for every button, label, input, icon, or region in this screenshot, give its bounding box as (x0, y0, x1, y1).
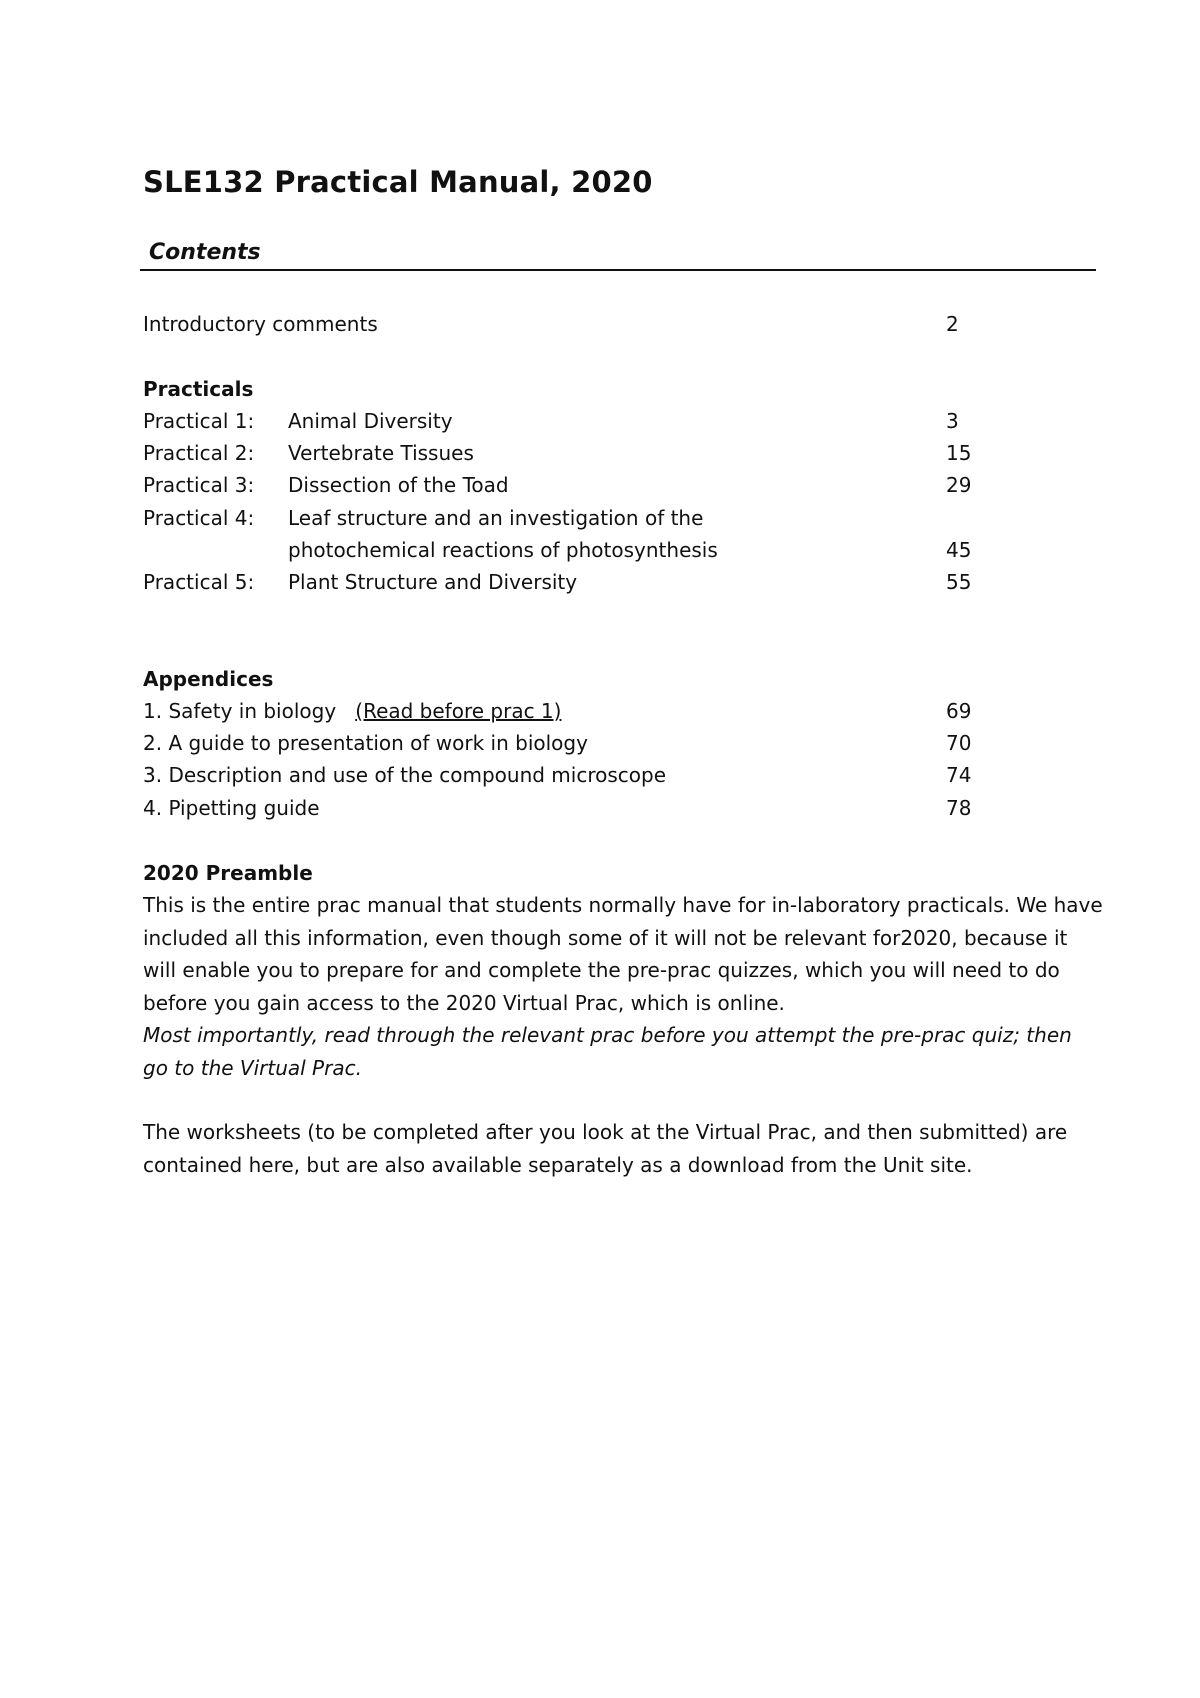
toc-entry-number: Practical 1: (143, 409, 255, 433)
worksheets-paragraph: The worksheets (to be completed after you look at the Virtual Prac, and then submitted) are contained here, but are also available separately as a download from the Unit site. (143, 1120, 1068, 1177)
toc-entry-page: 2 (946, 312, 959, 336)
toc-entry-title: Vertebrate Tissues (288, 441, 474, 465)
toc-entry-number: Practical 4: (143, 506, 255, 530)
appendices-heading: Appendices (143, 667, 274, 691)
toc-entry-page: 45 (946, 538, 972, 562)
toc-entry-title: Leaf structure and an investigation of the (288, 506, 704, 530)
toc-entry-title: Dissection of the Toad (288, 473, 509, 497)
toc-entry-label: Introductory comments (143, 312, 378, 336)
toc-entry-title: 2. A guide to presentation of work in biology (143, 731, 588, 755)
toc-entry-page: 70 (946, 731, 972, 755)
toc-entry-title: 4. Pipetting guide (143, 796, 320, 820)
toc-entry-title: 3. Description and use of the compound microscope (143, 763, 667, 787)
appendix-title: 1. Safety in biology (143, 699, 337, 723)
toc-entry-number: Practical 3: (143, 473, 255, 497)
toc-entry-number: Practical 2: (143, 441, 255, 465)
preamble-heading: 2020 Preamble (143, 861, 313, 885)
preamble-text: This is the entire prac manual that students normally have for in-laboratory practicals. We have included all this information, even though some of it will not be relevant for2020, because it will enable you to prepare for and complete the pre-prac quizzes, which you will need to do before you gain access to the 2020 Virtual Prac, which is online. (143, 893, 1103, 1015)
toc-entry-page: 15 (946, 441, 972, 465)
preamble-paragraph (143, 889, 1103, 1084)
practicals-heading: Practicals (143, 377, 254, 401)
toc-entry-page: 3 (946, 409, 959, 433)
toc-entry-title (143, 698, 561, 724)
toc-entry-page: 55 (946, 570, 972, 594)
preamble-instruction: Most importantly, read through the relevant prac before you attempt the pre-prac quiz; then go to the Virtual Prac. (143, 1023, 1072, 1080)
toc-entry-title: Animal Diversity (288, 409, 453, 433)
toc-entry-title: Plant Structure and Diversity (288, 570, 578, 594)
contents-divider (140, 269, 1096, 271)
read-before-note: (Read before prac 1) (355, 699, 562, 723)
toc-entry-title-continued: photochemical reactions of photosynthesis (288, 538, 718, 562)
toc-entry-page: 29 (946, 473, 972, 497)
contents-heading: Contents (149, 240, 261, 265)
toc-entry-page: 69 (946, 699, 972, 723)
toc-entry-page: 74 (946, 763, 972, 787)
page-title: SLE132 Practical Manual, 2020 (143, 165, 653, 199)
toc-entry-number: Practical 5: (143, 570, 255, 594)
toc-entry-page: 78 (946, 796, 972, 820)
